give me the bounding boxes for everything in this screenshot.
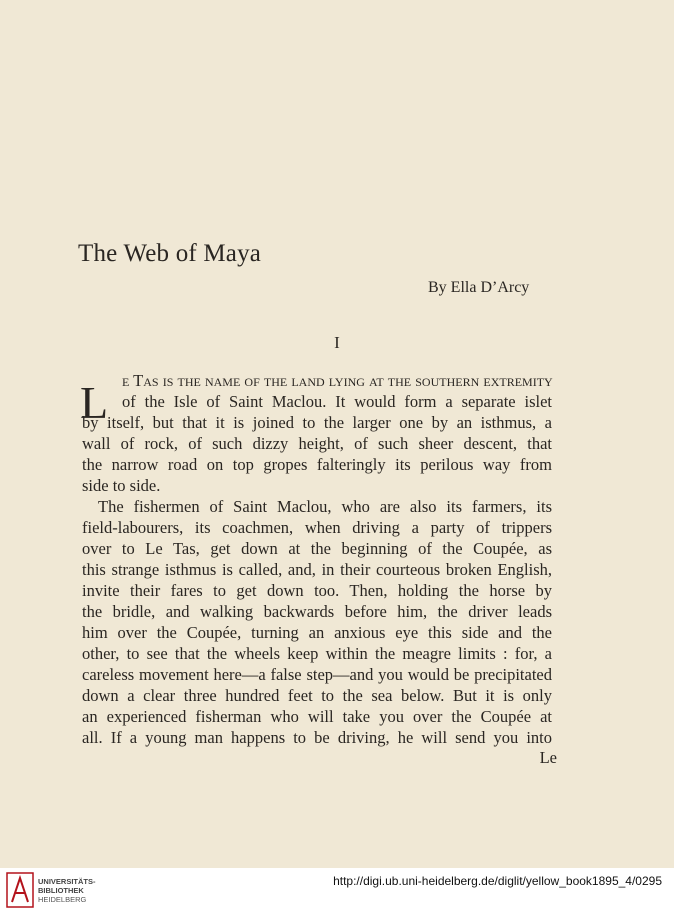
text-line: wall of rock, of such dizzy height, of such sheer descent, that bbox=[82, 434, 552, 453]
library-logo-icon bbox=[6, 872, 34, 908]
chapter-number: I bbox=[334, 333, 340, 352]
text-line: other, to see that the wheels keep within the meagre limits : for, a bbox=[82, 644, 552, 663]
story-title: The Web of Maya bbox=[78, 240, 262, 267]
text-line: by itself, but that it is joined to the larger one by an isthmus, a bbox=[82, 413, 552, 432]
library-name-line: BIBLIOTHEK bbox=[38, 886, 84, 895]
first-line-text: e Tas is the name of the land lying at the southern extremity bbox=[122, 371, 553, 390]
text-line: the narrow road on top gropes falteringly its perilous way from bbox=[82, 455, 552, 474]
library-name-line: UNIVERSITÄTS- bbox=[38, 877, 96, 886]
story-author: By Ella D’Arcy bbox=[428, 279, 530, 296]
text-line: the bridle, and walking backwards before him, the driver leads bbox=[82, 602, 552, 621]
text-line: The fishermen of Saint Maclou, who are also its farmers, its bbox=[98, 497, 552, 516]
text-line: invite their fares to get down too. Then, holding the horse by bbox=[82, 581, 552, 600]
text-line: all. If a young man happens to be driving, he will send you into bbox=[82, 728, 552, 747]
library-name bbox=[38, 877, 96, 904]
text-line: over to Le Tas, get down at the beginning of the Coupée, as bbox=[82, 539, 552, 558]
library-name-line: HEIDELBERG bbox=[38, 895, 87, 904]
text-line: side to side. bbox=[82, 476, 161, 495]
text-line: an experienced fisherman who will take you over the Coupée at bbox=[82, 707, 552, 726]
text-line: down a clear three hundred feet to the sea below. But it is only bbox=[82, 686, 552, 705]
source-url-link[interactable]: http://digi.ub.uni-heidelberg.de/diglit/yellow_book1895_4/0295 bbox=[333, 874, 662, 888]
drop-cap: L bbox=[80, 377, 109, 428]
text-line: careless movement here—a false step—and you would be precipitated bbox=[82, 665, 552, 684]
text-line: this strange isthmus is called, and, in their courteous broken English, bbox=[82, 560, 552, 579]
catchword: Le bbox=[539, 748, 557, 767]
text-line: field-labourers, its coachmen, when driving a party of trippers bbox=[82, 518, 552, 537]
first-line bbox=[122, 370, 552, 391]
text-line: him over the Coupée, turning an anxious eye this side and the bbox=[82, 623, 552, 642]
text-line: of the Isle of Saint Maclou. It would form a separate islet bbox=[122, 392, 552, 411]
